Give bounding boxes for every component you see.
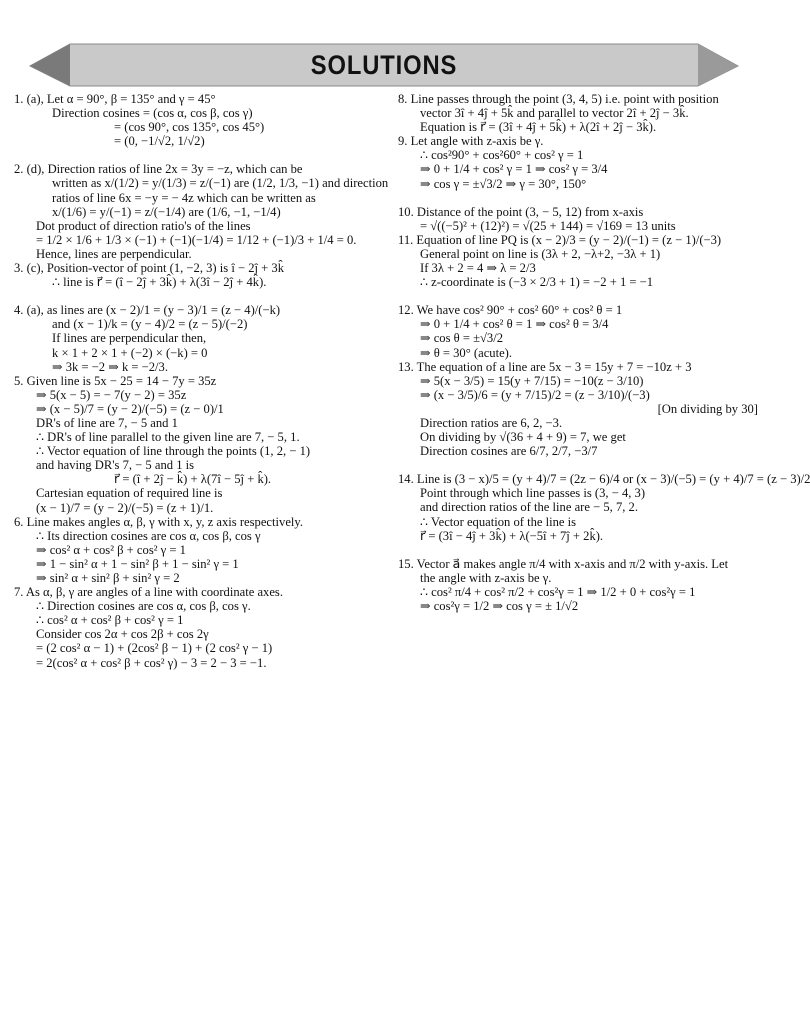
solution-line: = 2(cos² α + cos² β + cos² γ) − 3 = 2 − 3 = −1. bbox=[36, 655, 267, 670]
solution-line: ⇒ cos² α + cos² β + cos² γ = 1 bbox=[36, 542, 186, 557]
solution-line: the angle with z-axis be γ. bbox=[420, 570, 552, 585]
solution-line: Direction ratios are 6, 2, −3. bbox=[420, 415, 563, 430]
solution-line: k × 1 + 2 × 1 + (−2) × (−k) = 0 bbox=[52, 345, 208, 360]
solution-line: ratios of line 6x = −y = − 4z which can be written as bbox=[52, 190, 316, 205]
solution-line: ⇒ cos θ = ±√3/2 bbox=[420, 331, 503, 346]
page-title: SOLUTIONS bbox=[310, 50, 458, 80]
solution-line: = (cos 90°, cos 135°, cos 45°) bbox=[114, 120, 265, 135]
solution-line: (x − 1)/7 = (y − 2)/(−5) = (z + 1)/1. bbox=[36, 500, 214, 515]
solution-line: ∴ Direction cosines are cos α, cos β, cos γ. bbox=[36, 599, 251, 614]
solution-line: ⇒ sin² α + sin² β + sin² γ = 2 bbox=[36, 571, 180, 585]
solution-line: ⇒ θ = 30° (acute). bbox=[420, 345, 513, 360]
left-solutions-column bbox=[14, 92, 389, 670]
solution-line: ∴ Vector equation of line through the points (1, 2, − 1) bbox=[36, 444, 311, 459]
solution-line: ⇒ 1 − sin² α + 1 − sin² β + 1 − sin² γ = 1 bbox=[36, 556, 239, 571]
solution-line: ∴ z-coordinate is (−3 × 2/3 + 1) = −2 + 1 = −1 bbox=[420, 275, 654, 290]
solution-line: Hence, lines are perpendicular. bbox=[36, 246, 192, 261]
solution-line: If lines are perpendicular then, bbox=[52, 331, 207, 346]
solution-line: Equation is r⃗ = (3î + 4ĵ + 5k̂) + λ(2î + 2ĵ − 3k̂). bbox=[420, 120, 657, 135]
solution-line: ⇒ (x − 3/5)/6 = (y + 7/15)/2 = (z − 3/10)/(−3) bbox=[420, 387, 650, 402]
solution-line bbox=[14, 148, 366, 162]
solution-line bbox=[14, 289, 366, 303]
solution-line: 15. Vector a⃗ makes angle π/4 with x-axis and π/2 with y-axis. Let bbox=[398, 556, 729, 571]
solution-line: x/(1/6) = y/(−1) = z/(−1/4) are (1/6, −1, −1/4) bbox=[52, 204, 281, 219]
solution-line: DR's of line are 7, − 5 and 1 bbox=[36, 415, 178, 430]
solution-line bbox=[398, 289, 758, 303]
right-solutions-column bbox=[398, 92, 810, 613]
solution-line: ⇒ cos γ = ±√3/2 ⇒ γ = 30°, 150° bbox=[420, 176, 587, 191]
solution-line: = 1/2 × 1/6 + 1/3 × (−1) + (−1)(−1/4) = 1/12 + (−1)/3 + 1/4 = 0. bbox=[36, 232, 357, 247]
solution-line: ⇒ 0 + 1/4 + cos² γ = 1 ⇒ cos² γ = 3/4 bbox=[420, 162, 608, 177]
solution-line: ∴ Vector equation of the line is bbox=[420, 514, 577, 529]
solution-line: If 3λ + 2 = 4 ⇒ λ = 2/3 bbox=[420, 261, 536, 276]
solution-line: On dividing by √(36 + 4 + 9) = 7, we get bbox=[420, 430, 626, 445]
solution-line: ∴ cos² α + cos² β + cos² γ = 1 bbox=[36, 613, 184, 628]
solution-line: General point on line is (3λ + 2, −λ+2, −3λ + 1) bbox=[420, 246, 661, 261]
solution-line: Cartesian equation of required line is bbox=[36, 486, 223, 501]
solution-line: ∴ cos²90° + cos²60° + cos² γ = 1 bbox=[420, 148, 584, 163]
solution-line: 2. (d), Direction ratios of line 2x = 3y = −z, which can be bbox=[14, 162, 303, 177]
solution-line bbox=[398, 543, 758, 557]
solution-line: and having DR's 7, − 5 and 1 is bbox=[36, 458, 195, 473]
solution-line: ⇒ cos²γ = 1/2 ⇒ cos γ = ± 1/√2 bbox=[420, 599, 579, 613]
solution-line: 7. As α, β, γ are angles of a line with coordinate axes. bbox=[14, 585, 283, 600]
solution-line: ∴ cos² π/4 + cos² π/2 + cos²γ = 1 ⇒ 1/2 + 0 + cos²γ = 1 bbox=[420, 584, 696, 599]
solution-line: 4. (a), as lines are (x − 2)/1 = (y − 3)/1 = (z − 4)/(−k) bbox=[14, 303, 281, 318]
solution-line: r⃗ = (î + 2ĵ − k̂) + λ(7î − 5ĵ + k̂). bbox=[114, 472, 272, 487]
solution-line: 11. Equation of line PQ is (x − 2)/3 = (y − 2)/(−1) = (z − 1)/(−3) bbox=[398, 232, 722, 247]
solution-line: vector 3î + 4ĵ + 5k̂ and parallel to vector 2î + 2ĵ − 3k̂. bbox=[420, 106, 689, 121]
solution-line: [On dividing by 30] bbox=[657, 401, 758, 416]
solution-line: ∴ line is r⃗ = (î − 2ĵ + 3k̂) + λ(3î − 2ĵ + 4k̂). bbox=[52, 275, 267, 290]
solution-line: ∴ Its direction cosines are cos α, cos β, cos γ bbox=[36, 528, 261, 543]
solution-line: 10. Distance of the point (3, − 5, 12) from x-axis bbox=[398, 204, 644, 219]
solution-line: 6. Line makes angles α, β, γ with x, y, z axis respectively. bbox=[14, 514, 304, 529]
solution-line: ⇒ 0 + 1/4 + cos² θ = 1 ⇒ cos² θ = 3/4 bbox=[420, 317, 609, 332]
solution-line: Direction cosines = (cos α, cos β, cos γ) bbox=[52, 106, 253, 121]
solution-line: Direction cosines are 6/7, 2/7, −3/7 bbox=[420, 444, 598, 459]
solution-line bbox=[398, 458, 758, 472]
solution-line bbox=[398, 191, 758, 205]
solution-line: and (x − 1)/k = (y − 4)/2 = (z − 5)/(−2) bbox=[52, 317, 248, 332]
solution-line: Consider cos 2α + cos 2β + cos 2γ bbox=[36, 627, 209, 642]
solution-line: ⇒ 5(x − 5) = − 7(y − 2) = 35z bbox=[36, 387, 187, 402]
solution-line: r⃗ = (3î − 4ĵ + 3k̂) + λ(−5î + 7ĵ + 2k̂). bbox=[420, 528, 604, 543]
solution-line: 5. Given line is 5x − 25 = 14 − 7y = 35z bbox=[14, 373, 217, 388]
solution-line: = (0, −1/√2, 1/√2) bbox=[114, 134, 205, 149]
solution-line: 1. (a), Let α = 90°, β = 135° and γ = 45° bbox=[14, 92, 216, 106]
solution-line: ∴ DR's of line parallel to the given line are 7, − 5, 1. bbox=[36, 430, 300, 445]
solutions-banner bbox=[30, 44, 738, 86]
solution-line: ⇒ 5(x − 3/5) = 15(y + 7/15) = −10(z − 3/10) bbox=[420, 373, 644, 388]
solution-line: = √((−5)² + (12)²) = √(25 + 144) = √169 = 13 units bbox=[420, 218, 676, 233]
solution-line: ⇒ (x − 5)/7 = (y − 2)/(−5) = (z − 0)/1 bbox=[36, 401, 224, 416]
solution-line: ⇒ 3k = −2 ⇒ k = −2/3. bbox=[52, 359, 168, 374]
solution-line: 14. Line is (3 − x)/5 = (y + 4)/7 = (2z − 6)/4 or (x − 3)/(−5) = (y + 4)/7 = (z − 3)/2 bbox=[398, 472, 810, 487]
solution-line: 8. Line passes through the point (3, 4, 5) i.e. point with position bbox=[398, 92, 719, 106]
solution-line: = (2 cos² α − 1) + (2cos² β − 1) + (2 cos² γ − 1) bbox=[36, 641, 273, 656]
solution-line: and direction ratios of the line are − 5, 7, 2. bbox=[420, 500, 638, 515]
solution-line: written as x/(1/2) = y/(1/3) = z/(−1) are (1/2, 1/3, −1) and direction bbox=[52, 176, 389, 191]
solution-line: 9. Let angle with z-axis be γ. bbox=[398, 134, 544, 149]
solution-line: 13. The equation of a line are 5x − 3 = 15y + 7 = −10z + 3 bbox=[398, 359, 692, 374]
solution-line: Dot product of direction ratio's of the lines bbox=[36, 218, 251, 233]
solution-line: 12. We have cos² 90° + cos² 60° + cos² θ = 1 bbox=[398, 303, 623, 318]
solution-line: 3. (c), Position-vector of point (1, −2, 3) is î − 2ĵ + 3k̂ bbox=[14, 261, 285, 276]
solution-line: Point through which line passes is (3, − 4, 3) bbox=[420, 486, 646, 501]
